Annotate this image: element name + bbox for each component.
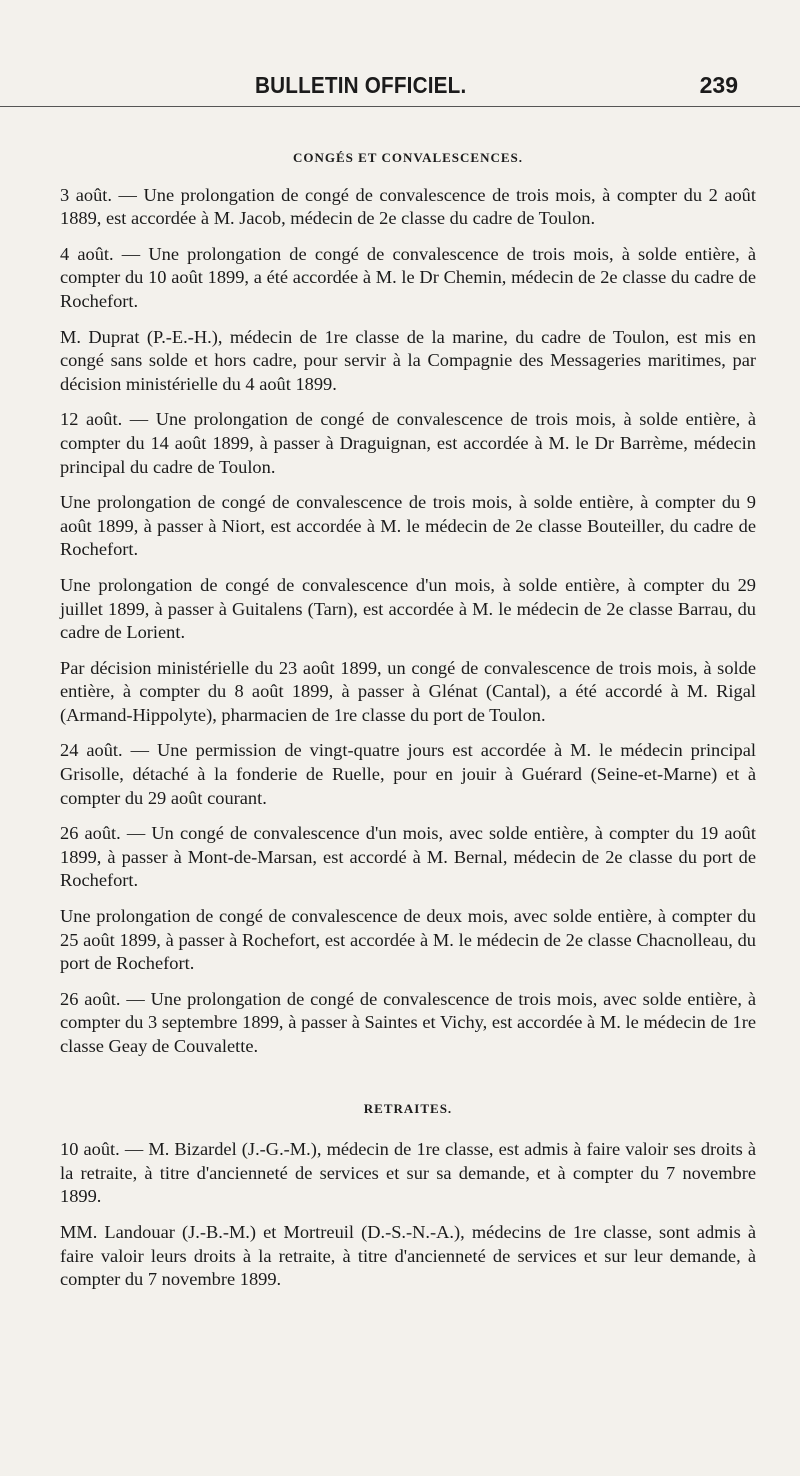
paragraph: MM. Landouar (J.-B.-M.) et Mortreuil (D.-S.-N.-A.), médecins de 1re classe, sont admis à faire valoir leurs droits à la retraite, à titre d'ancienneté de services et sur leur demande, à compter du 7 novembre 1899. xyxy=(60,1221,756,1290)
paragraph: 12 août. — Une prolongation de congé de convalescence de trois mois, à solde entière, à compter du 14 août 1899, à passer à Draguignan, est accordée à M. le Dr Barrème, médecin principal du cadre de Toulon. xyxy=(60,409,756,477)
paragraph: Par décision ministérielle du 23 août 1899, un congé de convalescence de trois mois, à solde entière, à compter du 8 août 1899, à passer à Glénat (Cantal), a été accordé à M. Rigal (Armand-Hippolyte), pharmacien de 1re classe du port de Toulon. xyxy=(60,657,756,725)
paragraph: M. Duprat (P.-E.-H.), médecin de 1re classe de la marine, du cadre de Toulon, est mis en congé sans solde et hors cadre, pour servir à la Compagnie des Messageries maritimes, par décision ministérielle du 4 août 1899. xyxy=(60,326,756,394)
document-body xyxy=(60,146,756,1304)
running-title: BULLETIN OFFICIEL. xyxy=(255,72,467,98)
paragraph: 26 août. — Une prolongation de congé de convalescence de trois mois, avec solde entière, à compter du 3 septembre 1899, à passer à Saintes et Vichy, est accordée à M. le médecin de 1re classe Geay de Couvalette. xyxy=(60,988,756,1056)
paragraph: Une prolongation de congé de convalescence d'un mois, à solde entière, à compter du 29 juillet 1899, à passer à Guitalens (Tarn), est accordée à M. le médecin de 2e classe Barrau, du cadre de Lorient. xyxy=(60,574,756,643)
paragraph: 3 août. — Une prolongation de congé de convalescence de trois mois, à compter du 2 août 1889, est accordée à M. Jacob, médecin de 2e classe du cadre de Toulon. xyxy=(60,184,756,229)
paragraph: 24 août. — Une permission de vingt-quatre jours est accordée à M. le médecin principal Grisolle, détaché à la fonderie de Ruelle, pour en jouir à Guérard (Seine-et-Marne) et à compter du 29 août courant. xyxy=(60,740,756,808)
page-number: 239 xyxy=(699,72,738,98)
running-head xyxy=(0,68,800,108)
section-title-conges: CONGÉS ET CONVALESCENCES. xyxy=(292,150,524,165)
section-title-retraites: RETRAITES. xyxy=(363,1100,453,1116)
paragraph: 10 août. — M. Bizardel (J.-G.-M.), médecin de 1re classe, est admis à faire valoir ses droits à la retraite, à titre d'ancienneté de services et sur sa demande, et à compter du 7 novembre 1899. xyxy=(60,1139,756,1207)
paragraph: Une prolongation de congé de convalescence de deux mois, avec solde entière, à compter du 25 août 1899, à passer à Rochefort, est accordée à M. le médecin de 2e classe Chacnolleau, du port de Rochefort. xyxy=(60,906,756,974)
header-rule xyxy=(0,106,800,107)
paragraph: 4 août. — Une prolongation de congé de convalescence de trois mois, à solde entière, à compter du 10 août 1899, a été accordée à M. le Dr Chemin, médecin de 2e classe du cadre de Rochefort. xyxy=(60,243,756,311)
paragraph: 26 août. — Un congé de convalescence d'un mois, avec solde entière, à compter du 19 août 1899, à passer à Mont-de-Marsan, est accordé à M. Bernal, médecin de 2e classe du port de Rochefort. xyxy=(60,823,756,891)
paragraph: Une prolongation de congé de convalescence de trois mois, à solde entière, à compter du 9 août 1899, à passer à Niort, est accordée à M. le médecin de 2e classe Bouteiller, du cadre de Rochefort. xyxy=(60,492,756,560)
